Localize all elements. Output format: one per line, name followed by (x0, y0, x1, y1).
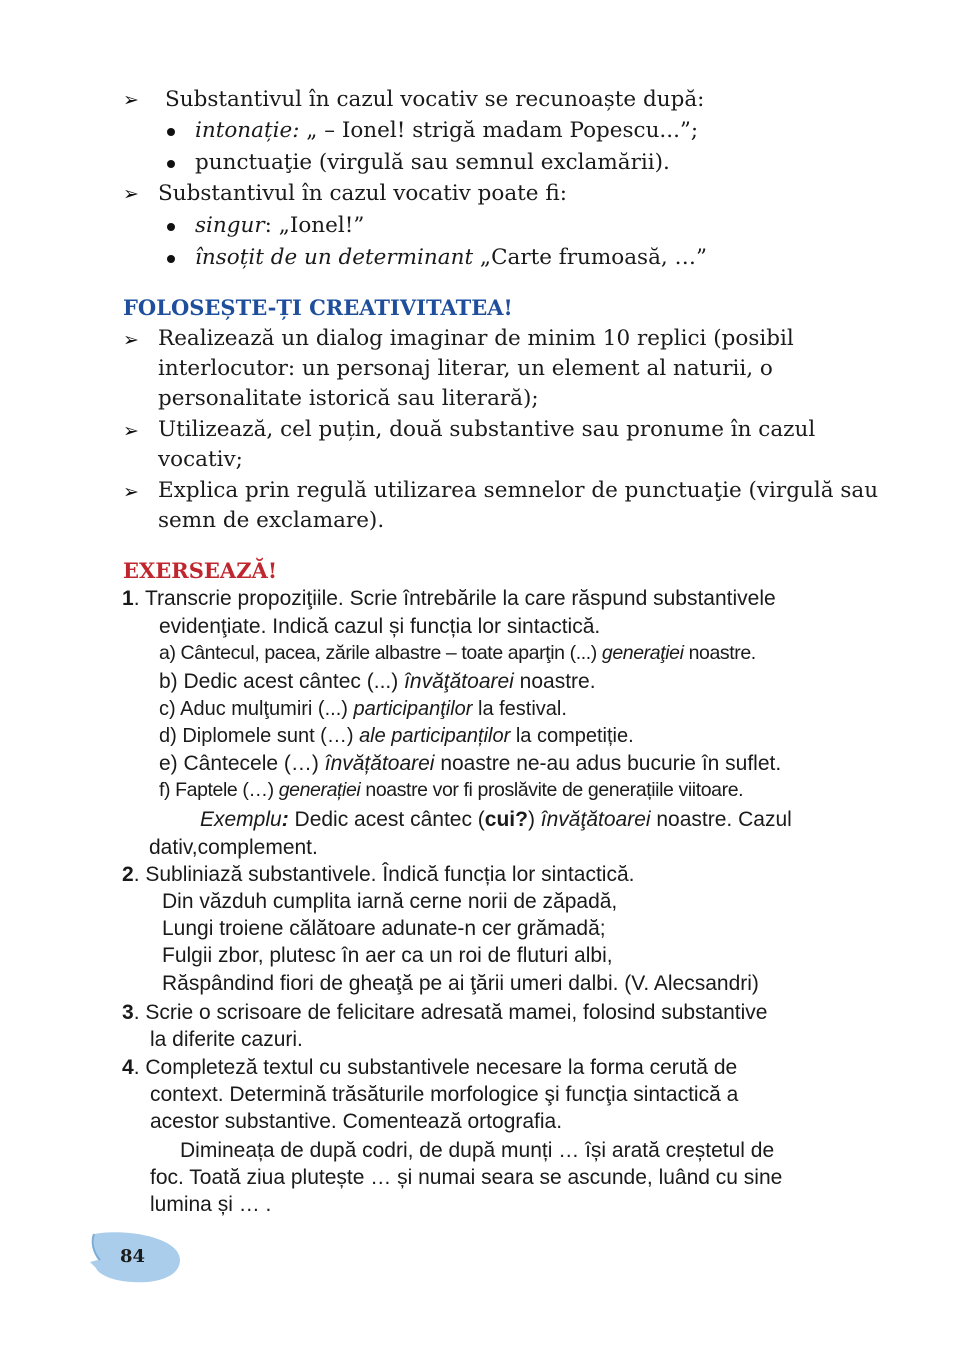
poem-line-3: Fulgii zbor, plutesc în aer ca un roi de fluturi albi, (162, 944, 613, 967)
creativity-item-2-line-2: vocativ; (158, 447, 243, 472)
exercise-1-example-line-2: dativ,complement. (149, 836, 318, 859)
exercise-3-line-2: la diferite cazuri. (150, 1028, 303, 1051)
bullet-dot-icon (167, 160, 175, 168)
exercise-1-item-c: c) Aduc mulţumiri (...) participanţilor la festival. (159, 698, 567, 720)
exercises-heading: EXERSEAZĂ! (123, 558, 278, 583)
creativity-item-1-line-1: Realizează un dialog imaginar de minim 10 replici (posibil (158, 326, 794, 351)
exercise-4-line-3: acestor substantive. Comentează ortografia. (150, 1110, 563, 1133)
exercise-1-item-a: a) Cântecul, pacea, zările albastre – toate aparţin (...) generaţiei noastre. (159, 642, 756, 664)
bullet-dot-icon (167, 255, 175, 263)
exercise-1-item-e: e) Cântecele (…) învățătoarei noastre ne-au adus bucurie în suflet. (159, 752, 782, 775)
exercise-1-item-d: d) Diplomele sunt (…) ale participanților la competiție. (159, 725, 634, 747)
bullet-dot-icon (167, 128, 175, 136)
arrow-bullet-icon: ➢ (123, 329, 139, 351)
creativity-heading: FOLOSEȘTE-ȚI CREATIVITATEA! (123, 295, 513, 320)
exercise-4-line-1: 4. Completeză textul cu substantivele necesare la forma cerută de (122, 1056, 738, 1079)
creativity-item-3-line-1: Explica prin regulă utilizarea semnelor de punctuaţie (virgulă sau (158, 478, 879, 503)
poem-line-4: Răspândind fiori de gheaţă pe ai ţării umeri dalbi. (V. Alecsandri) (162, 972, 759, 995)
exercise-4-line-2: context. Determină trăsăturile morfologice şi funcţia sintactică a (150, 1083, 739, 1106)
arrow-bullet-icon: ➢ (123, 481, 139, 503)
exercise-1-example: Exemplu: Dedic acest cântec (cui?) învăţătoarei noastre. Cazul (200, 808, 792, 831)
vocativ-intro: Substantivul în cazul vocativ se recunoaște după: (165, 87, 705, 112)
bullet-dot-icon (167, 223, 175, 231)
arrow-bullet-icon: ➢ (123, 89, 139, 111)
exercise-4-line-6: lumina și … . (150, 1193, 272, 1216)
exercise-1-item-f: f) Faptele (…) generației noastre vor fi proslăvite de generațiile viitoare. (159, 779, 744, 801)
page-number: 84 (120, 1246, 146, 1267)
arrow-bullet-icon: ➢ (123, 420, 139, 442)
poem-line-1: Din văzduh cumplita iarnă cerne norii de zăpadă, (162, 890, 618, 913)
poem-line-2: Lungi troiene călătoare adunate-n cer grămadă; (162, 917, 606, 940)
exercise-1-item-b: b) Dedic acest cântec (...) învăţătoarei noastre. (159, 670, 596, 693)
creativity-item-3-line-2: semn de exclamare). (158, 508, 385, 533)
vocativ-item-determinant: însoțit de un determinant „Carte frumoasă, …” (195, 245, 708, 270)
vocativ-can-be: Substantivul în cazul vocativ poate fi: (158, 181, 567, 206)
exercise-1-line-1: 1. Transcrie propoziţiile. Scrie întrebările la care răspund substantivele (122, 587, 776, 610)
exercise-2-line-1: 2. Subliniază substantivele. Îndică funcția lor sintactică. (122, 863, 635, 886)
vocativ-item-single: singur: „Ionel!” (195, 213, 365, 238)
creativity-item-2-line-1: Utilizează, cel puțin, două substantive sau pronume în cazul (158, 417, 816, 442)
page-number-badge (88, 1230, 182, 1284)
exercise-3-line-1: 3. Scrie o scrisoare de felicitare adresată mamei, folosind substantive (122, 1001, 768, 1024)
arrow-bullet-icon: ➢ (123, 183, 139, 205)
exercise-4-line-5: foc. Toată ziua plutește … și numai seara se ascunde, luând cu sine (150, 1166, 783, 1189)
vocativ-item-punctuation: punctuaţie (virgulă sau semnul exclamării). (195, 150, 670, 175)
creativity-item-1-line-2: interlocutor: un personaj literar, un element al naturii, o (158, 356, 773, 381)
vocativ-item-intonation: intonație: „ – Ionel! strigă madam Popescu...”; (195, 118, 699, 143)
exercise-4-line-4: Dimineața de după codri, de după munți … își arată creștetul de (180, 1139, 775, 1162)
creativity-item-1-line-3: personalitate istorică sau literară); (158, 386, 539, 411)
exercise-1-line-2: evidenţiate. Indică cazul și funcția lor sintactică. (159, 615, 601, 638)
